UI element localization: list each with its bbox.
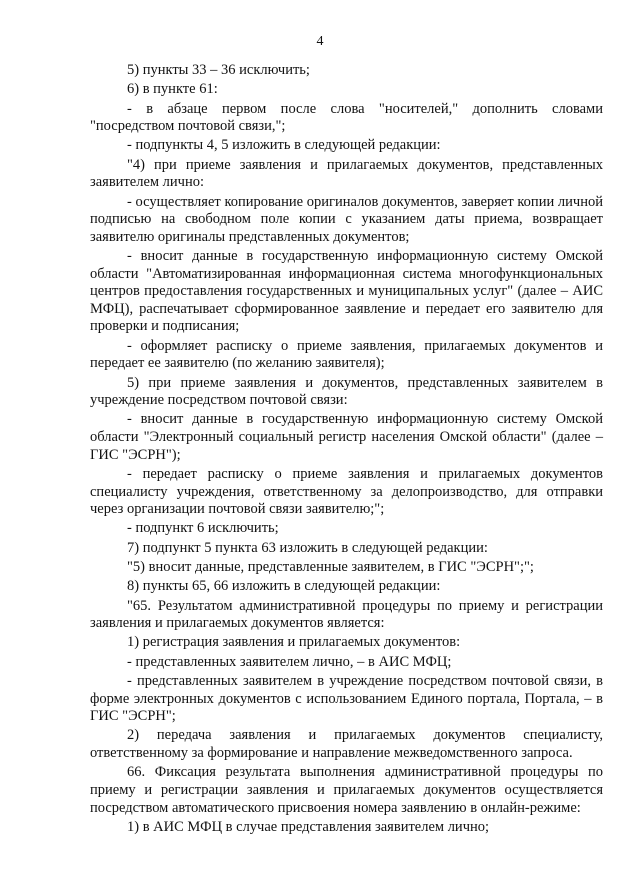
paragraph: "5) вносит данные, представленные заявителем, в ГИС "ЭСРН";"; [127, 558, 534, 575]
paragraph: - подпункты 4, 5 изложить в следующей редакции: [127, 137, 441, 154]
paragraph: - в абзаце первом после слова "носителей," дополнить словами "посредством почтовой связи,"; [90, 100, 603, 135]
paragraph: - осуществляет копирование оригиналов документов, заверяет копии личной подписью на свободном поле копии с указанием даты приема, возвращает заявителю оригиналы представленных документов; [90, 193, 603, 245]
paragraph: 5) при приеме заявления и документов, представленных заявителем в учреждение посредством почтовой связи: [90, 374, 603, 409]
paragraph: - вносит данные в государственную информационную систему Омской области "Электронный социальный регистр населения Омской области" (далее – ГИС "ЭСРН"); [90, 411, 603, 463]
paragraph: - оформляет расписку о приеме заявления, прилагаемых документов и передает ее заявителю (по желанию заявителя); [90, 337, 603, 372]
paragraph: - вносит данные в государственную информационную систему Омской области "Автоматизированная информационная система многофункциональных центров предоставления государственных и муниципальных услуг" (далее – АИС МФЦ), распечатывает сформированное заявление и передает его заявителю для проверки и подписания; [90, 248, 603, 335]
paragraph: "65. Результатом административной процедуры по приему и регистрации заявления и прилагаемых документов является: [90, 597, 603, 632]
document-body [90, 62, 603, 838]
paragraph: 6) в пункте 61: [127, 81, 218, 98]
paragraph: 8) пункты 65, 66 изложить в следующей редакции: [127, 578, 441, 595]
paragraph: - передает расписку о приеме заявления и прилагаемых документов специалисту учреждения, ответственному за делопроизводство, для отправки через организации почтовой связи заявителю;"; [90, 465, 603, 518]
paragraph: 7) подпункт 5 пункта 63 изложить в следующей редакции: [127, 539, 488, 556]
paragraph: 2) передача заявления и прилагаемых документов специалисту, ответственному за формирование и направление межведомственного запроса. [90, 727, 603, 762]
paragraph: - представленных заявителем в учреждение посредством почтовой связи, в форме электронных документов с использованием Единого портала, Портала, – в ГИС "ЭСРН"; [90, 672, 603, 725]
paragraph: 66. Фиксация результата выполнения административной процедуры по приему и регистрации заявления и прилагаемых документов осуществляется посредством автоматического присвоения номера заявлению в онлайн-режиме: [90, 764, 603, 816]
paragraph: 1) в АИС МФЦ в случае представления заявителем лично; [127, 818, 490, 835]
paragraph: - подпункт 6 исключить; [127, 520, 279, 537]
page-number: 4 [316, 34, 324, 49]
paragraph: 1) регистрация заявления и прилагаемых документов: [127, 634, 461, 651]
paragraph: - представленных заявителем лично, – в АИС МФЦ; [127, 653, 452, 670]
paragraph: "4) при приеме заявления и прилагаемых документов, представленных заявителем лично: [90, 156, 603, 191]
paragraph: 5) пункты 33 – 36 исключить; [127, 62, 310, 78]
